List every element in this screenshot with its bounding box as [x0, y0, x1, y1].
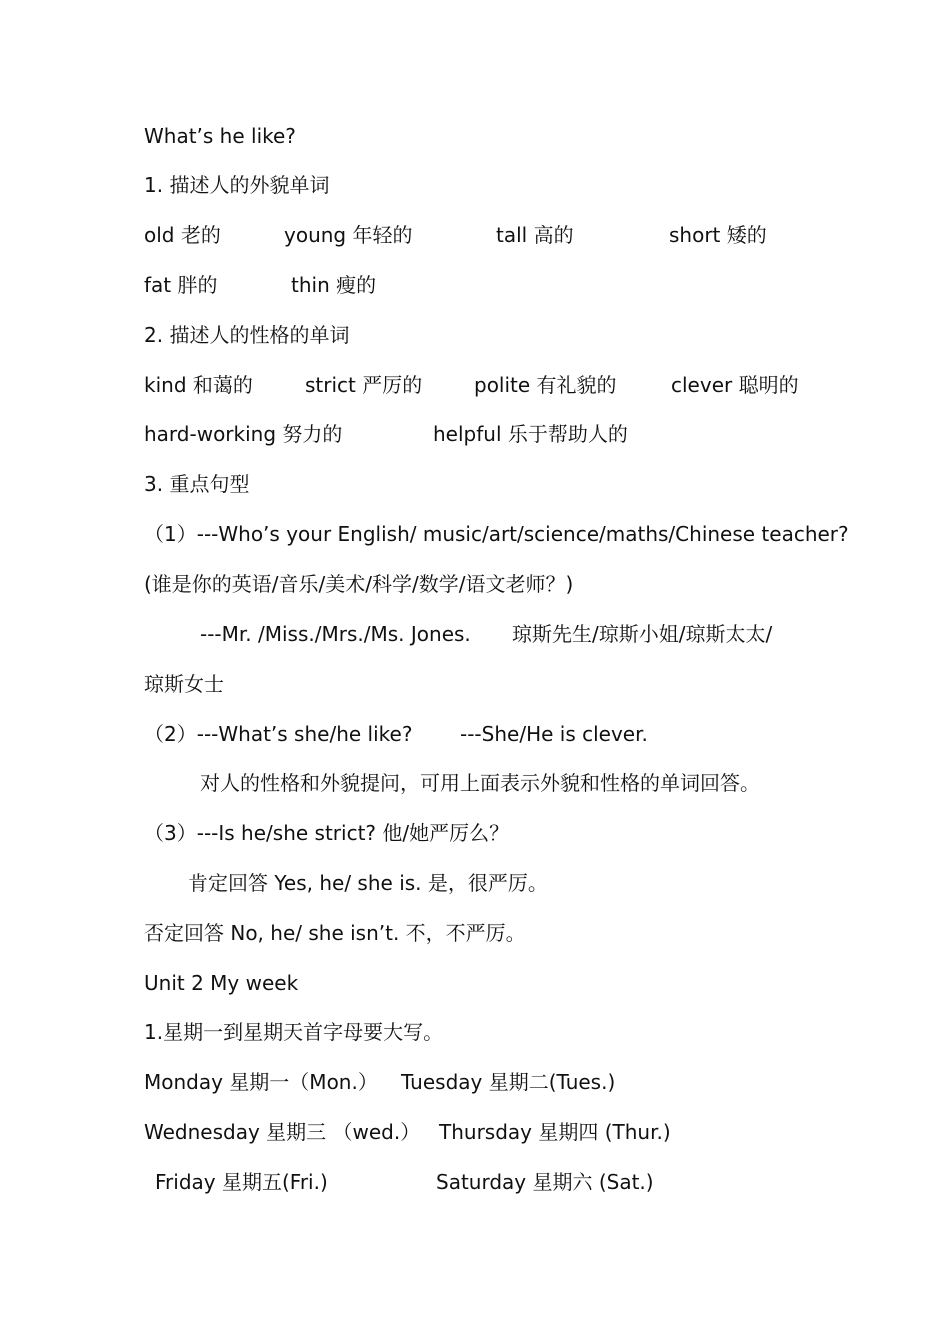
section-1-title: 1. 描述人的外貌单词	[144, 173, 330, 197]
word-clever: clever 聪明的	[671, 373, 799, 397]
question-1: （1）---Who’s your English/ music/art/science/maths/Chinese teacher?	[144, 522, 849, 546]
question-2-note: 对人的性格和外貌提问，可用上面表示外貌和性格的单词回答。	[200, 771, 760, 795]
word-young: young 年轻的	[284, 223, 413, 247]
section-2-title: 2. 描述人的性格的单词	[144, 323, 350, 347]
word-strict: strict 严厉的	[305, 373, 423, 397]
question-2-row	[144, 719, 664, 749]
word-polite: polite 有礼貌的	[474, 373, 617, 397]
weekdays-row-1	[144, 1067, 664, 1097]
word-helpful: helpful 乐于帮助人的	[433, 422, 628, 446]
monday: Monday 星期一（Mon.）	[144, 1070, 378, 1094]
word-fat: fat 胖的	[144, 273, 218, 297]
word-kind: kind 和蔼的	[144, 373, 253, 397]
answer-2: ---She/He is clever.	[460, 722, 648, 746]
appearance-words-row-2	[144, 270, 544, 300]
page-title: What’s he like?	[144, 124, 296, 148]
tuesday: Tuesday 星期二(Tues.)	[401, 1070, 616, 1094]
negative-answer: 否定回答 No, he/ she isn’t. 不，不严厉。	[144, 921, 526, 945]
affirmative-answer: 肯定回答 Yes, he/ she is. 是，很严厉。	[188, 871, 548, 895]
section-3-title: 3. 重点句型	[144, 472, 250, 496]
unit-2-title: Unit 2 My week	[144, 971, 299, 995]
word-old: old 老的	[144, 223, 221, 247]
personality-words-row-1	[144, 370, 844, 400]
word-tall: tall 高的	[496, 223, 574, 247]
question-1-translation: (谁是你的英语/音乐/美术/科学/数学/语文老师？)	[144, 572, 574, 596]
answer-1-continued: 琼斯女士	[144, 672, 224, 696]
answer-1-chinese: 琼斯先生/琼斯小姐/琼斯太太/	[512, 622, 773, 646]
word-short: short 矮的	[669, 223, 767, 247]
friday: Friday 星期五(Fri.)	[155, 1170, 328, 1194]
wednesday: Wednesday 星期三 （wed.）	[144, 1120, 421, 1144]
question-2: （2）---What’s she/he like?	[144, 722, 413, 746]
appearance-words-row-1	[144, 220, 844, 250]
question-3: （3）---Is he/she strict? 他/她严厉么？	[144, 821, 510, 845]
weekdays-row-2	[144, 1117, 704, 1147]
answer-1	[200, 619, 820, 649]
weekdays-row-3	[155, 1167, 695, 1197]
word-thin: thin 瘦的	[291, 273, 377, 297]
thursday: Thursday 星期四 (Thur.)	[439, 1120, 671, 1144]
answer-1-english: ---Mr. /Miss./Mrs./Ms. Jones.	[200, 622, 471, 646]
personality-words-row-2	[144, 419, 744, 449]
weekday-capitalization-rule: 1.星期一到星期天首字母要大写。	[144, 1020, 444, 1044]
word-hard-working: hard-working 努力的	[144, 422, 343, 446]
saturday: Saturday 星期六 (Sat.)	[436, 1170, 654, 1194]
